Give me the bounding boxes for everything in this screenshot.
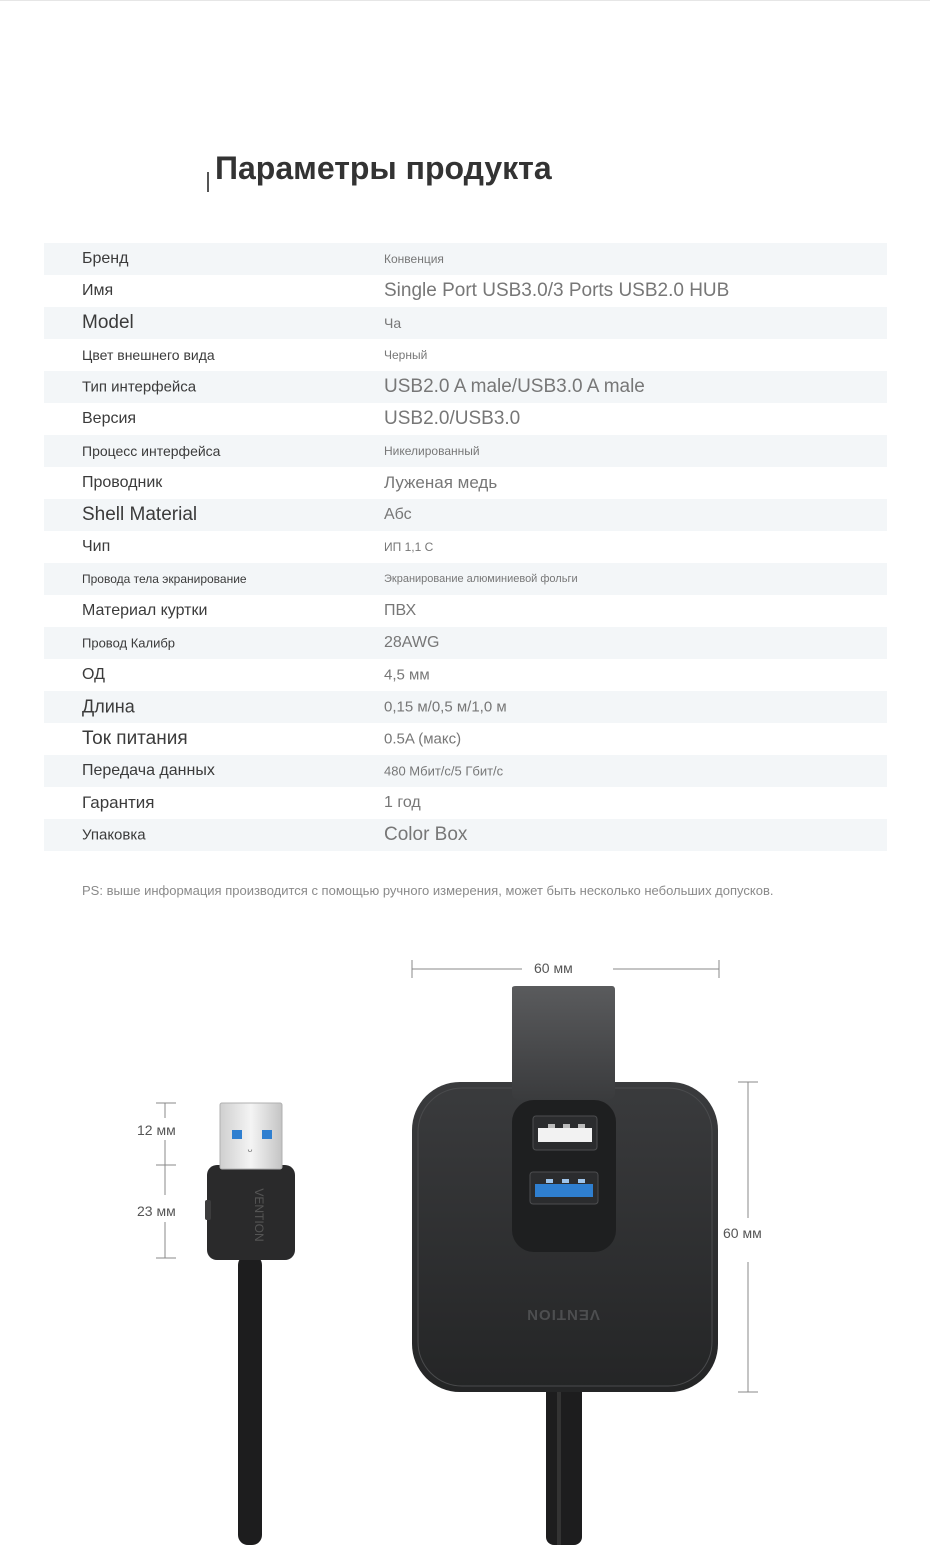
measurement-note: PS: выше информация производится с помощью ручного измерения, может быть несколько небольших допусков. xyxy=(82,883,774,898)
spec-value: Ча xyxy=(384,315,402,331)
spec-label: Провода тела экранирование xyxy=(82,572,247,586)
spec-row xyxy=(44,787,887,819)
spec-label: Цвет внешнего вида xyxy=(82,347,215,363)
spec-value: Черный xyxy=(384,348,428,362)
spec-table xyxy=(44,243,887,851)
spec-value: USB2.0 A male/USB3.0 A male xyxy=(384,376,645,397)
spec-label: Материал куртки xyxy=(82,602,208,619)
spec-row xyxy=(44,371,887,403)
top-divider xyxy=(0,0,930,1)
spec-row xyxy=(44,531,887,563)
svg-text:VENTION: VENTION xyxy=(252,1188,266,1242)
spec-value: Экранирование алюминиевой фольги xyxy=(384,573,578,585)
spec-value: 28AWG xyxy=(384,634,440,651)
spec-value: Луженая медь xyxy=(384,473,498,492)
dim-width: 60 мм xyxy=(534,960,573,976)
dim-plug-tip: 12 мм xyxy=(137,1122,176,1138)
spec-label: Версия xyxy=(82,410,137,427)
spec-value: Абс xyxy=(384,506,412,523)
spec-label: Гарантия xyxy=(82,793,155,812)
spec-row xyxy=(44,819,887,851)
spec-row xyxy=(44,723,887,755)
spec-row xyxy=(44,307,887,339)
usb-plug-metal xyxy=(220,1103,282,1169)
spec-value: 0,15 м/0,5 м/1,0 м xyxy=(384,698,507,716)
spec-row xyxy=(44,659,887,691)
hub-clip-flap xyxy=(512,986,615,1100)
spec-label: Упаковка xyxy=(82,826,146,844)
spec-value: 4,5 мм xyxy=(384,666,430,684)
svg-text:ᴗ: ᴗ xyxy=(247,1144,253,1154)
spec-value: 480 Мбит/с/5 Гбит/с xyxy=(384,763,504,779)
title-accent-bar xyxy=(207,172,209,192)
spec-value: USB2.0/USB3.0 xyxy=(384,408,521,429)
spec-row xyxy=(44,499,887,531)
spec-label: Тип интерфейса xyxy=(82,378,197,396)
hub-cable xyxy=(546,1380,582,1545)
spec-value: Single Port USB3.0/3 Ports USB2.0 HUB xyxy=(384,280,730,301)
spec-label: Имя xyxy=(82,282,114,299)
spec-label: Ток питания xyxy=(82,728,188,749)
spec-row xyxy=(44,595,887,627)
page-title: Параметры продукта xyxy=(215,150,552,186)
spec-value: ИП 1,1 С xyxy=(384,540,434,554)
spec-row xyxy=(44,275,887,307)
spec-value: Color Box xyxy=(384,824,468,845)
spec-value: Никелированный xyxy=(384,444,480,458)
spec-label: Передача данных xyxy=(82,762,215,779)
spec-row xyxy=(44,755,887,787)
brand-logo: VENTION xyxy=(526,1306,600,1323)
spec-label: ОД xyxy=(82,666,105,683)
spec-label: Процесс интерфейса xyxy=(82,443,221,459)
spec-row xyxy=(44,627,887,659)
spec-row xyxy=(44,467,887,499)
spec-row xyxy=(44,563,887,595)
usb-plug-overmold xyxy=(207,1165,295,1260)
spec-value: Конвенция xyxy=(384,252,444,266)
spec-value: 1 год xyxy=(384,794,421,811)
spec-row xyxy=(44,691,887,723)
spec-label: Shell Material xyxy=(82,504,198,525)
spec-label: Чип xyxy=(82,538,111,555)
spec-label: Проводник xyxy=(82,474,163,491)
product-illustration xyxy=(0,940,930,1545)
dim-plug-body: 23 мм xyxy=(137,1203,176,1219)
spec-value: 0.5A (макс) xyxy=(384,730,462,748)
spec-label: Model xyxy=(82,312,134,333)
spec-row xyxy=(44,339,887,371)
spec-label: Бренд xyxy=(82,250,129,267)
spec-label: Длина xyxy=(82,696,135,717)
spec-row xyxy=(44,435,887,467)
left-cable xyxy=(238,1255,262,1545)
spec-value: ПВХ xyxy=(384,602,417,619)
spec-label: Провод Калибр xyxy=(82,635,176,651)
spec-row xyxy=(44,243,887,275)
spec-row xyxy=(44,403,887,435)
dim-height: 60 мм xyxy=(723,1225,762,1241)
